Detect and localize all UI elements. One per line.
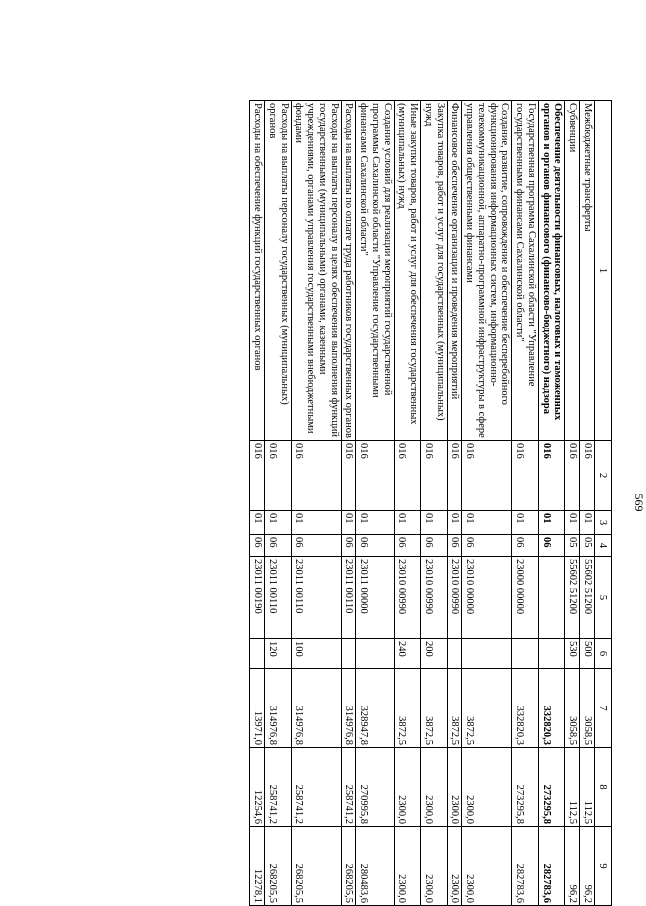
section-code-cell: 01 [580,511,595,535]
row-name-cell: Межбюджетные трансферты [580,101,595,441]
table-row [565,101,580,906]
row-name-cell: Финансовое обеспечение организации и проведения мероприятий [447,101,462,441]
row-name-cell: Расходы на выплаты персоналу государственных (муниципальных) органов [265,101,292,441]
admin-code-cell: 016 [250,441,265,511]
target-article-cell: 23010 00990 [421,557,448,639]
amount-col8-cell: 258741,2 [265,748,292,827]
expense-type-cell [539,639,566,669]
table-body [250,101,595,906]
subsection-code-cell: 06 [250,535,265,557]
amount-col8-cell: 2300,0 [394,748,421,827]
table-row [356,101,394,906]
section-code-cell: 01 [291,511,341,535]
expense-type-cell: 120 [265,639,292,669]
expense-type-cell [462,639,512,669]
expense-type-cell [512,639,539,669]
section-code-cell: 01 [462,511,512,535]
amount-col7-cell: 332820,3 [539,669,566,748]
budget-table [250,100,613,906]
target-article-cell: 23011 00110 [265,557,292,639]
amount-col7-cell: 314976,8 [291,669,341,748]
section-code-cell: 01 [512,511,539,535]
target-article-cell: 55602 51200 [580,557,595,639]
expense-type-cell [250,639,265,669]
row-name-cell: Субвенции [565,101,580,441]
admin-code-cell: 016 [539,441,566,511]
amount-col9-cell: 282783,6 [539,827,566,906]
amount-col9-cell: 96,2 [580,827,595,906]
header-row [595,101,612,906]
target-article-cell: 23011 00190 [250,557,265,639]
admin-code-cell: 016 [265,441,292,511]
subsection-code-cell: 06 [291,535,341,557]
table-row [291,101,341,906]
section-code-cell: 01 [421,511,448,535]
amount-col9-cell: 280483,6 [356,827,394,906]
amount-col8-cell: 112,5 [580,748,595,827]
subsection-code-cell: 06 [341,535,356,557]
expense-type-cell [341,639,356,669]
target-article-cell: 23010 00000 [462,557,512,639]
amount-col9-cell: 2300,0 [447,827,462,906]
amount-col7-cell: 3058,5 [580,669,595,748]
amount-col9-cell: 268205,5 [265,827,292,906]
section-code-cell: 01 [565,511,580,535]
section-code-cell: 01 [447,511,462,535]
amount-col7-cell: 328947,8 [356,669,394,748]
rotated-content [62,100,646,905]
amount-col8-cell: 12254,6 [250,748,265,827]
table-row [265,101,292,906]
target-article-cell: 23011 00110 [291,557,341,639]
table-row [462,101,512,906]
header-cell: 2 [595,441,612,511]
row-name-cell: Государственная программа Сахалинской области "Управление государственными финансами Сахалинской области" [512,101,539,441]
admin-code-cell: 016 [447,441,462,511]
amount-col7-cell: 3872,5 [447,669,462,748]
header-cell: 4 [595,535,612,557]
amount-col8-cell: 273295,8 [539,748,566,827]
subsection-code-cell: 06 [356,535,394,557]
target-article-cell [539,557,566,639]
admin-code-cell: 016 [421,441,448,511]
amount-col7-cell: 314976,8 [341,669,356,748]
row-name-cell: Расходы на обеспечение функций государственных органов [250,101,265,441]
header-cell: 7 [595,669,612,748]
admin-code-cell: 016 [394,441,421,511]
section-code-cell: 01 [250,511,265,535]
subsection-code-cell: 05 [580,535,595,557]
target-article-cell: 23000 00000 [512,557,539,639]
amount-col7-cell: 3872,5 [394,669,421,748]
row-name-cell: Закупка товаров, работ и услуг для государственных (муниципальных) нужд [421,101,448,441]
amount-col8-cell: 112,5 [565,748,580,827]
amount-col7-cell: 314976,8 [265,669,292,748]
section-code-cell: 01 [341,511,356,535]
table-row [250,101,265,906]
admin-code-cell: 016 [512,441,539,511]
amount-col7-cell: 3872,5 [421,669,448,748]
amount-col7-cell: 3058,5 [565,669,580,748]
amount-col8-cell: 273295,8 [512,748,539,827]
subsection-code-cell: 06 [394,535,421,557]
header-cell: 6 [595,639,612,669]
table-row [394,101,421,906]
subsection-code-cell: 06 [462,535,512,557]
admin-code-cell: 016 [462,441,512,511]
table-row [539,101,566,906]
amount-col9-cell: 268205,5 [341,827,356,906]
table-row [341,101,356,906]
target-article-cell: 23011 00000 [356,557,394,639]
amount-col9-cell: 12278,1 [250,827,265,906]
table-row [421,101,448,906]
expense-type-cell [447,639,462,669]
target-article-cell: 23010 00990 [447,557,462,639]
page-number: 569 [632,493,646,512]
expense-type-cell: 240 [394,639,421,669]
section-code-cell: 01 [394,511,421,535]
amount-col9-cell: 282783,6 [512,827,539,906]
expense-type-cell: 100 [291,639,341,669]
expense-type-cell [356,639,394,669]
admin-code-cell: 016 [565,441,580,511]
subsection-code-cell: 06 [512,535,539,557]
admin-code-cell: 016 [341,441,356,511]
subsection-code-cell: 06 [265,535,292,557]
amount-col8-cell: 2300,0 [421,748,448,827]
amount-col9-cell: 2300,0 [462,827,512,906]
amount-col8-cell: 258741,2 [291,748,341,827]
subsection-code-cell: 06 [421,535,448,557]
admin-code-cell: 016 [580,441,595,511]
row-name-cell: Создание, развитие, сопровождение и обеспечение бесперебойного функционирования информационных систем, информационно-телекоммуникационной, аппаратно-программной инфраструктуры в сфере управления общественными финансами [462,101,512,441]
target-article-cell: 23010 00990 [394,557,421,639]
header-cell: 3 [595,511,612,535]
header-cell: 5 [595,557,612,639]
header-cell: 9 [595,827,612,906]
subsection-code-cell: 06 [447,535,462,557]
table-row [447,101,462,906]
section-code-cell: 01 [539,511,566,535]
amount-col7-cell: 3872,5 [462,669,512,748]
amount-col8-cell: 270995,8 [356,748,394,827]
target-article-cell: 55602 51200 [565,557,580,639]
table-row [580,101,595,906]
expense-type-cell: 500 [580,639,595,669]
admin-code-cell: 016 [291,441,341,511]
amount-col9-cell: 268205,5 [291,827,341,906]
amount-col8-cell: 2300,0 [447,748,462,827]
row-name-cell: Создание условий для реализации мероприятий государственной программы Сахалинской области "Управление государственными финансами Сахалинской области" [356,101,394,441]
amount-col9-cell: 96,2 [565,827,580,906]
amount-col7-cell: 13971,0 [250,669,265,748]
subsection-code-cell: 06 [539,535,566,557]
row-name-cell: Обеспечение деятельности финансовых, налоговых и таможенных органов и органов финансового (финансово-бюджетного) надзора [539,101,566,441]
section-code-cell: 01 [356,511,394,535]
amount-col9-cell: 2300,0 [421,827,448,906]
row-name-cell: Расходы на выплаты персоналу в целях обеспечения выполнения функций государственными (муниципальными) органами, казенными учреждениями, органами управления государственными внебюджетными фондами [291,101,341,441]
amount-col8-cell: 2300,0 [462,748,512,827]
amount-col9-cell: 2300,0 [394,827,421,906]
header-cell: 1 [595,101,612,441]
expense-type-cell: 530 [565,639,580,669]
row-name-cell: Иные закупки товаров, работ и услуг для обеспечения государственных (муниципальных) нужд [394,101,421,441]
target-article-cell: 23011 00110 [341,557,356,639]
section-code-cell: 01 [265,511,292,535]
subsection-code-cell: 05 [565,535,580,557]
row-name-cell: Расходы на выплаты по оплате труда работников государственных органов [341,101,356,441]
amount-col7-cell: 332820,3 [512,669,539,748]
table-row [512,101,539,906]
header-cell: 8 [595,748,612,827]
amount-col8-cell: 258741,2 [341,748,356,827]
expense-type-cell: 200 [421,639,448,669]
admin-code-cell: 016 [356,441,394,511]
